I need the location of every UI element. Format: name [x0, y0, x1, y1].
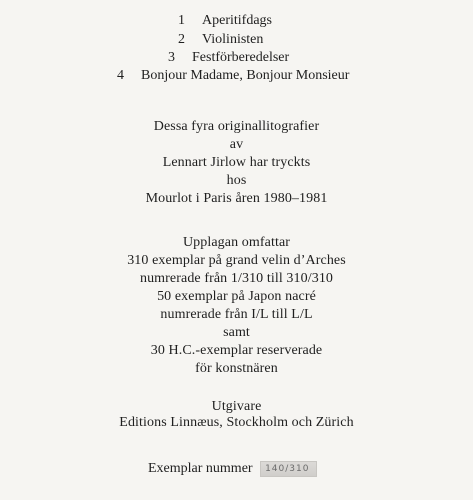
title-number: 1	[178, 13, 185, 28]
title-number: 2	[178, 32, 185, 47]
lithograph-line-5: Mourlot i Paris åren 1980–1981	[145, 191, 328, 206]
title-text: Bonjour Madame, Bonjour Monsieur	[141, 68, 350, 83]
copy-number-row	[148, 460, 317, 478]
title-number: 3	[168, 50, 175, 65]
title-text: Aperitifdags	[202, 13, 272, 28]
title-text: Violinisten	[202, 32, 264, 47]
publisher-label: Utgivare	[211, 399, 262, 414]
edition-line-1: Upplagan omfattar	[182, 235, 291, 250]
lithograph-line-3: Lennart Jirlow har tryckts	[162, 155, 311, 170]
copy-number-label: Exemplar nummer	[148, 461, 253, 476]
title-number: 4	[117, 68, 124, 83]
handwritten-copy-number: 140/310	[265, 464, 310, 474]
edition-line-4: 50 exemplar på Japon nacré	[157, 289, 316, 304]
edition-line-5: numrerade från I/L till L/L	[160, 307, 313, 322]
copy-number-box	[260, 461, 317, 477]
edition-line-8: för konstnären	[195, 361, 278, 376]
edition-line-2: 310 exemplar på grand velin d’Arches	[127, 253, 346, 268]
lithograph-line-1: Dessa fyra originallitografier	[153, 119, 320, 134]
publisher-name: Editions Linnæus, Stockholm och Zürich	[119, 415, 354, 430]
edition-line-3: numrerade från 1/310 till 310/310	[139, 271, 334, 286]
title-text: Festförberedelser	[192, 50, 290, 65]
edition-line-6: samt	[223, 325, 250, 340]
lithograph-line-4: hos	[226, 173, 247, 188]
lithograph-line-2: av	[229, 137, 244, 152]
edition-line-7: 30 H.C.-exemplar reserverade	[150, 343, 323, 358]
